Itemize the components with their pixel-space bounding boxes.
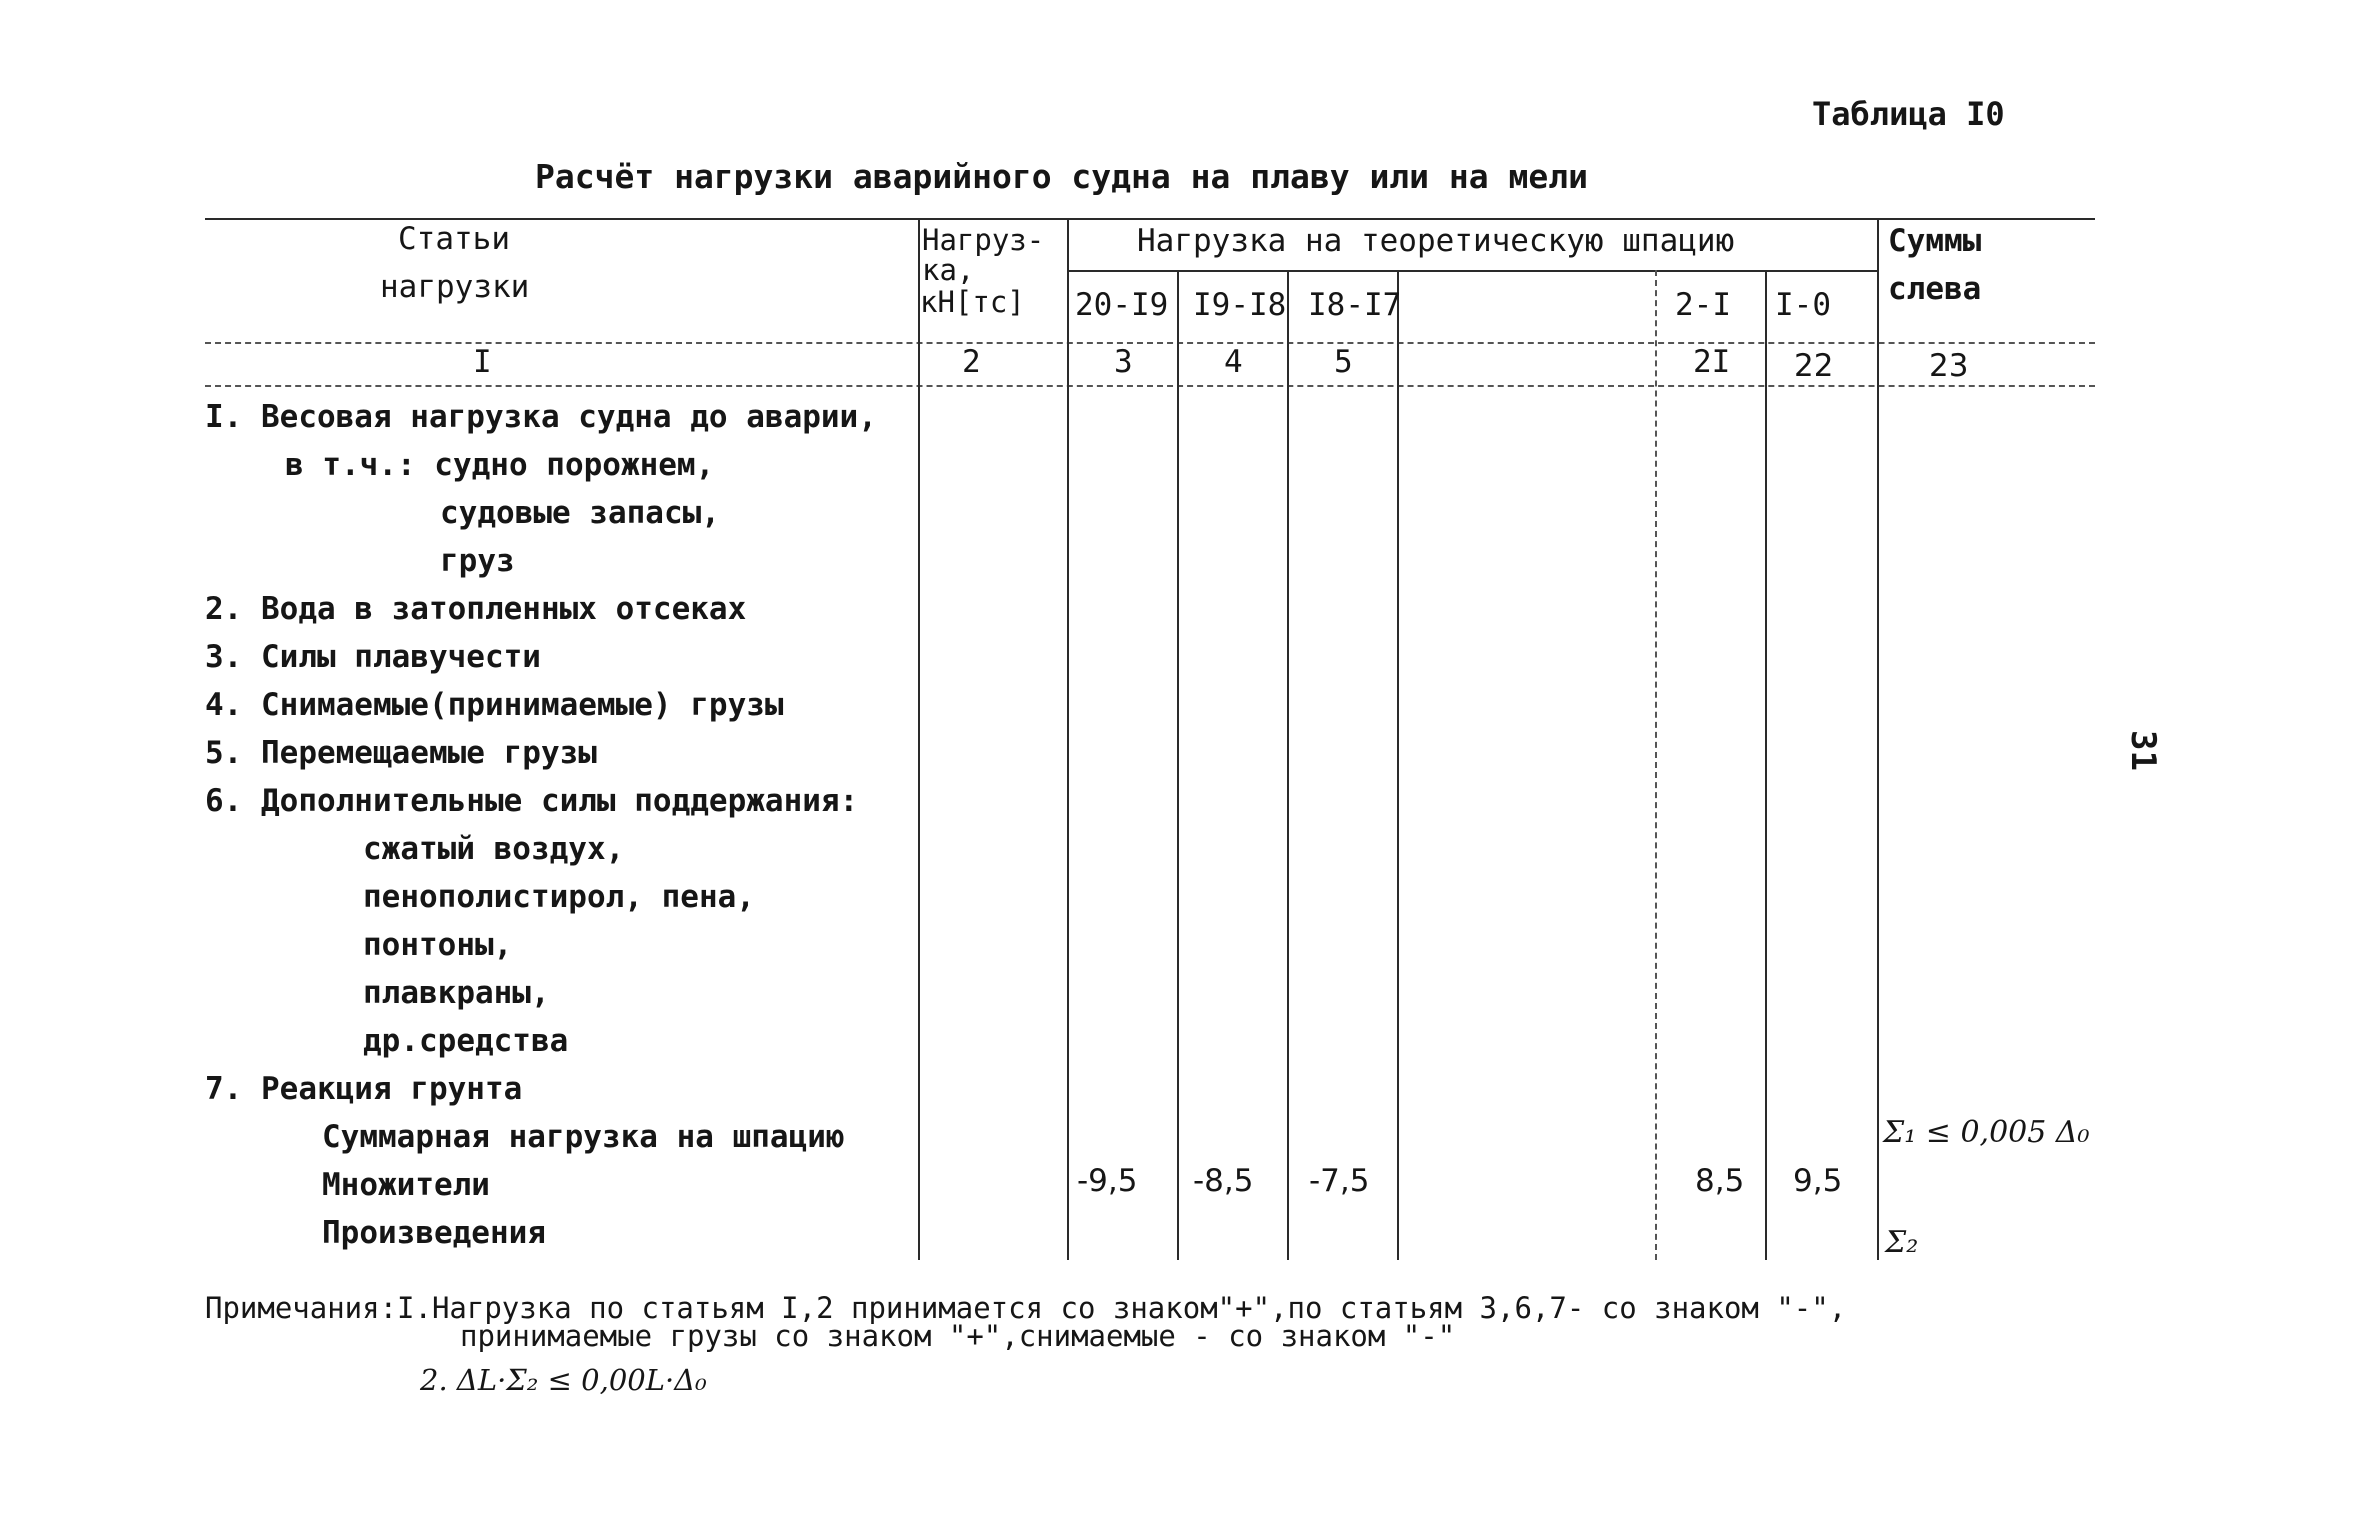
row-label-1c: груз [440,543,515,579]
notes-line-3: 2. ΔL·Σ₂ ≤ 0,00L·Δ₀ [420,1363,707,1397]
page-number: 31 [2123,730,2163,771]
notes-line-2: принимаемые грузы со знаком "+",снимаемые - со знаком "-" [460,1319,1456,1353]
header-spacing-1-0: I-0 [1775,287,1831,323]
header-sum-line1: Суммы [1888,223,1982,259]
row-label-6b: пенополистирол, пена, [363,879,755,915]
row-label-3: 3. Силы плавучести [205,639,541,675]
multiplier-col5: -7,5 [1309,1163,1370,1199]
row-label-6c: понтоны, [363,927,513,963]
row-label-4: 4. Снимаемые(принимаемые) грузы [205,687,784,723]
notes-line-1: Примечания:I.Нагрузка по статьям I,2 принимается со знаком"+",по статьям 3,6,7- со знаком "-", [205,1291,1847,1325]
row-label-1b: судовые запасы, [440,495,720,531]
multiplier-col22: 9,5 [1793,1163,1843,1199]
row-label-6a: сжатый воздух, [363,831,625,867]
sum-condition-1: Σ₁ ≤ 0,005 Δ₀ [1883,1115,2090,1150]
group-header-rule [1067,270,1877,272]
header-spacing-19-18: I9-I8 [1193,287,1287,323]
col-divider-6 [1655,270,1657,1260]
row-label-6e: др.средства [363,1023,569,1059]
header-col2-line2: ка, [922,253,975,287]
col-number-23: 23 [1929,348,1969,384]
row-label-7: 7. Реакция грунта [205,1071,523,1107]
row-label-2: 2. Вода в затопленных отсеках [205,591,747,627]
row-label-5: 5. Перемещаемые грузы [205,735,597,771]
row-label-total: Суммарная нагрузка на шпацию [322,1119,845,1155]
header-group: Нагрузка на теоретическую шпацию [1137,223,1735,259]
col-divider-8 [1877,218,1879,1260]
col-number-4: 4 [1224,344,1243,380]
col-number-21: 2I [1693,344,1731,380]
col-number-22: 22 [1794,348,1834,384]
header-spacing-18-17: I8-I7 [1308,287,1402,323]
row-label-6: 6. Дополнительные силы поддержания: [205,783,859,819]
sum-condition-2: Σ₂ [1885,1225,1919,1260]
header-col1-line2: нагрузки [380,269,530,305]
col-number-5: 5 [1334,344,1353,380]
row-label-1: I. Весовая нагрузка судна до аварии, [205,399,877,435]
header-col2-line3: кН[тс] [920,285,1025,319]
multiplier-col21: 8,5 [1695,1163,1745,1199]
col-number-2: 2 [962,344,981,380]
row-label-1a: в т.ч.: судно порожнем, [285,447,715,483]
col-divider-1 [918,218,920,1260]
col-number-3: 3 [1114,344,1133,380]
header-col1-line1: Статьи [398,221,510,257]
table-title: Расчёт нагрузки аварийного судна на плаву или на мели [535,157,1588,196]
header-spacing-20-19: 20-I9 [1075,287,1169,323]
row-label-products: Произведения [322,1215,546,1251]
row-label-multipliers: Множители [322,1167,490,1203]
col-number-1: I [473,344,492,380]
multiplier-col3: -9,5 [1077,1163,1138,1199]
row-label-6d: плавкраны, [363,975,550,1011]
header-spacing-2-1: 2-I [1675,287,1731,323]
col-divider-3 [1177,270,1179,1260]
header-col2-line1: Нагруз- [922,223,1045,257]
multiplier-col4: -8,5 [1193,1163,1254,1199]
col-divider-2 [1067,218,1069,1260]
numbers-bottom-rule [205,385,2095,387]
col-divider-7 [1765,270,1767,1260]
col-divider-5 [1397,270,1399,1260]
table-label: Таблица I0 [1812,95,2005,133]
header-sum-line2: слева [1888,271,1982,307]
col-divider-4 [1287,270,1289,1260]
table-top-rule [205,218,2095,220]
